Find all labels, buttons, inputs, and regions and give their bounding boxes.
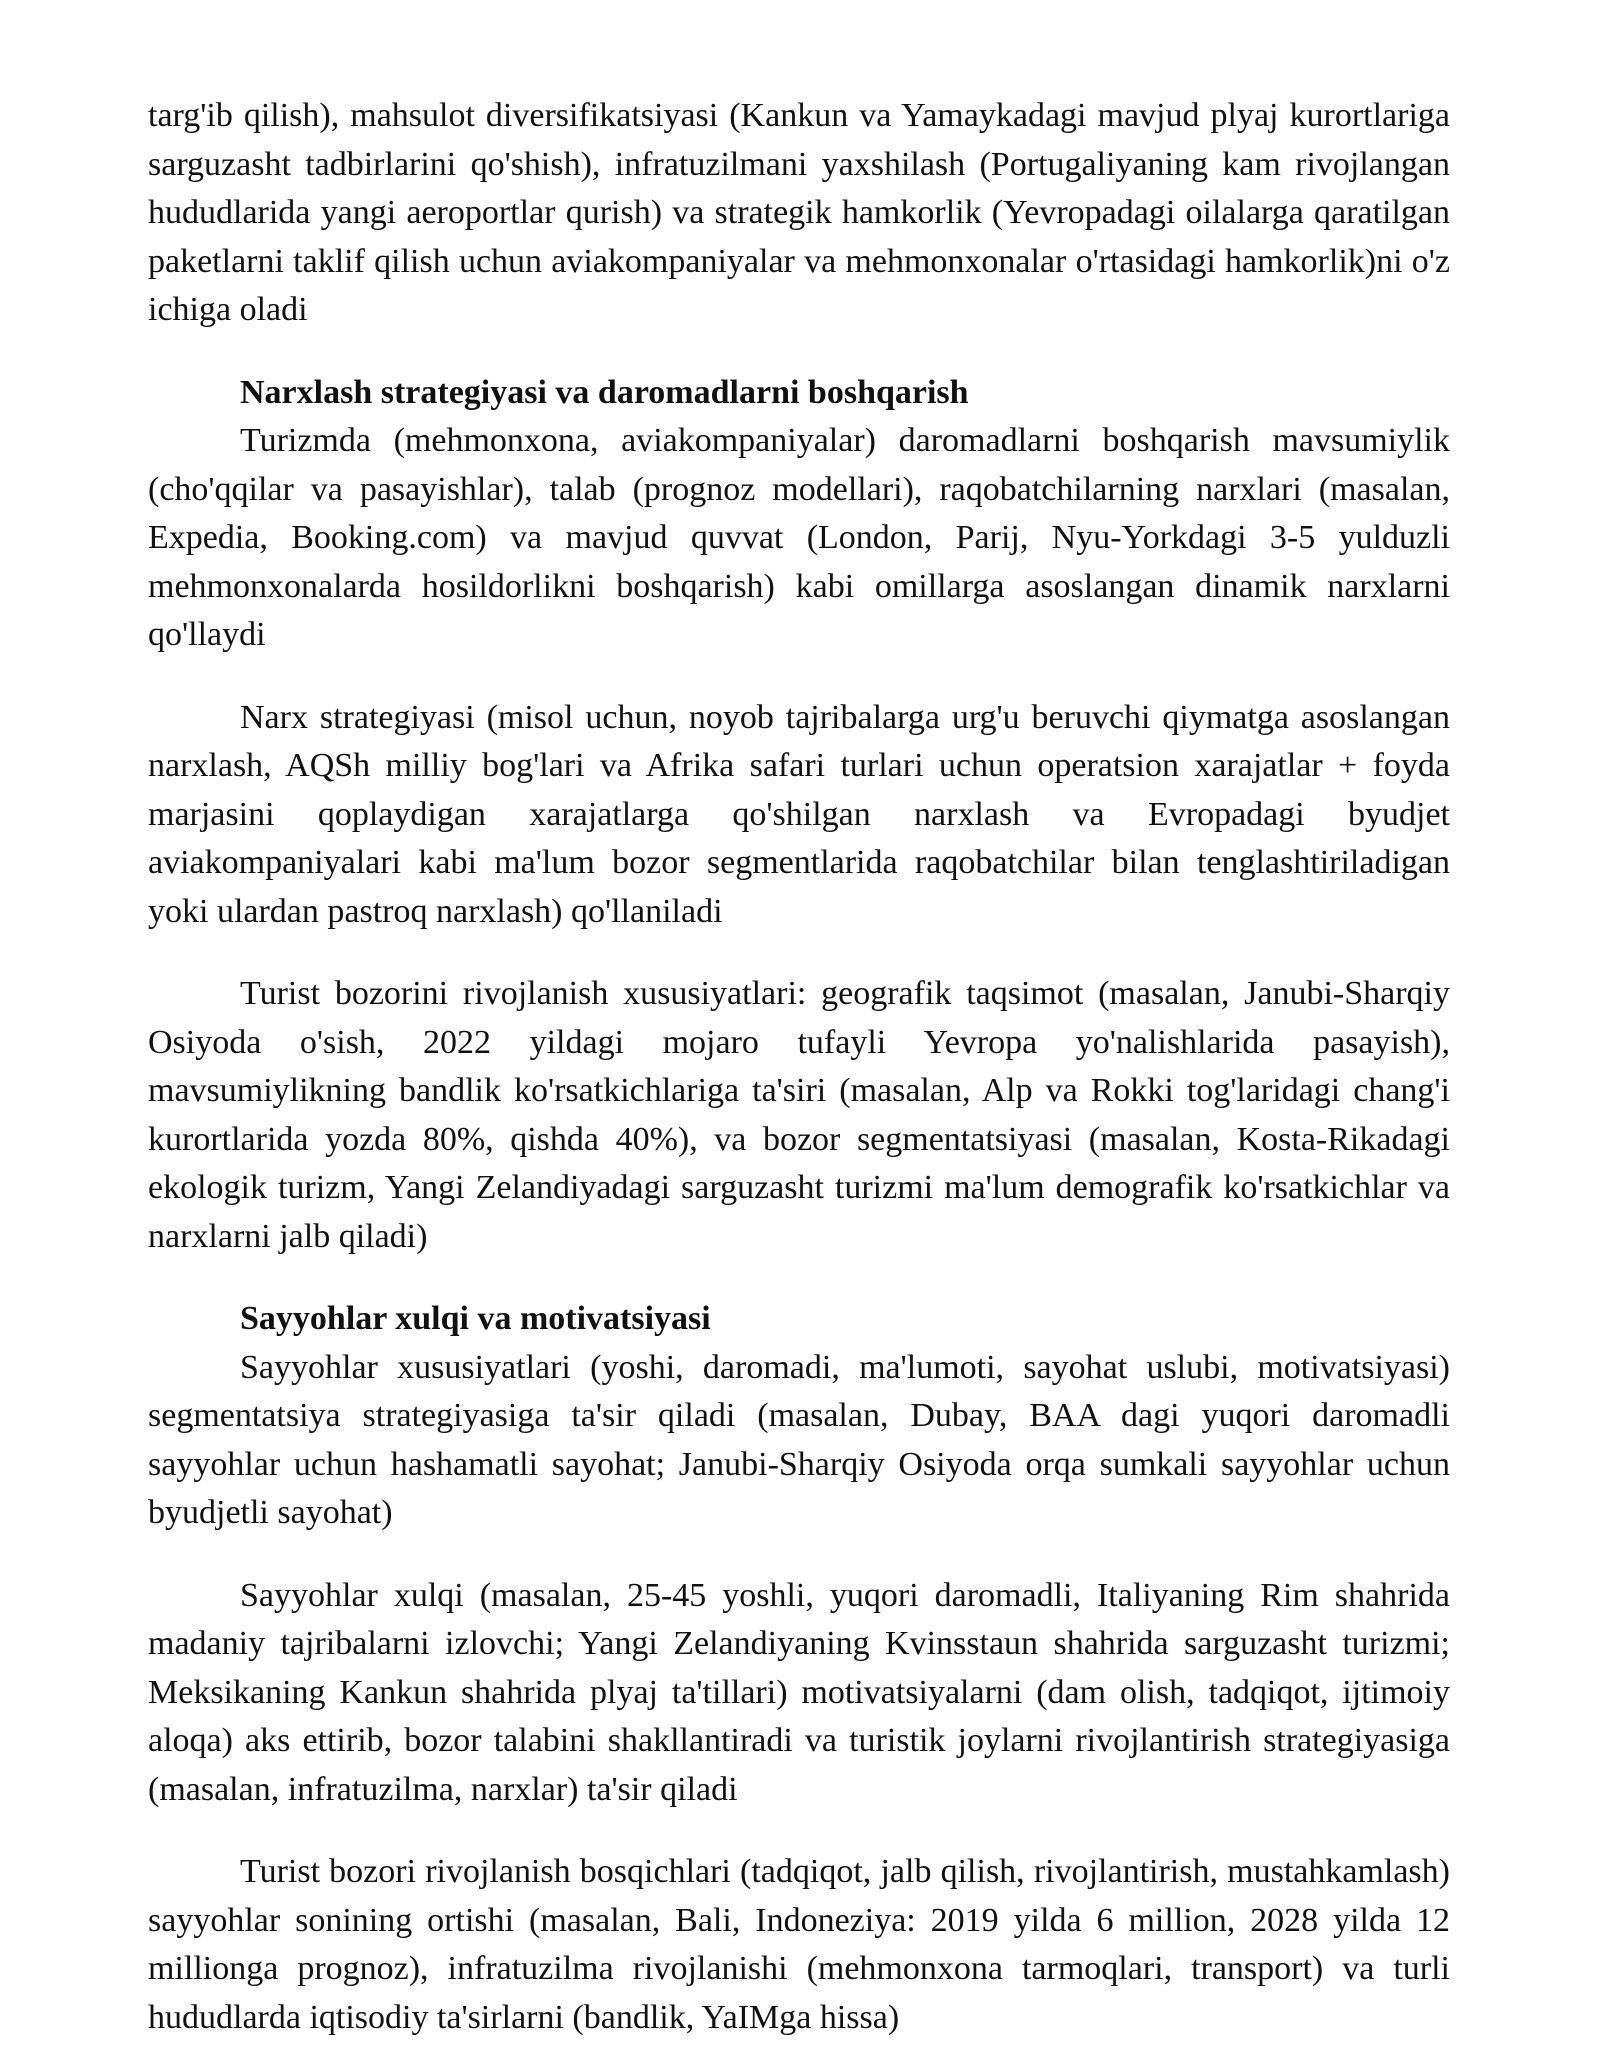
paragraph-tourist-behavior: Sayyohlar xulqi (masalan, 25-45 yoshli, yuqori daromadli, Italiyaning Rim shahrida madaniy tajribalarni izlovchi; Yangi Zelandiyaning Kvinsstaun shahrida sarguzasht turizmi; Meksikaning Kankun shahrida plyaj ta'tillari) motivatsiyalarni (dam olish, tadqiqot, ijtimoiy aloqa) aks ettirib, bozor talabini shakllantiradi va turistik joylarni rivojlantirish strategiyasiga (masalan, infratuzilma, narxlar) ta'sir qiladi bbox=[148, 1576, 1450, 1808]
paragraph-market-development: Turist bozorini rivojlanish xususiyatlari: geografik taqsimot (masalan, Janubi-Sharqiy Osiyoda o'sish, 2022 yildagi mojaro tufayli Yevropa yo'nalishlarida pasayish), mavsumiylikning bandlik ko'rsatkichlariga ta'siri (masalan, Alp va Rokki tog'laridagi chang'i kurortlarida yozda 80%, qishda 40%), va bozor segmentatsiyasi (masalan, Kosta-Rikadagi ekologik turizm, Yangi Zelandiyadagi sarguzasht turizmi ma'lum demografik ko'rsatkichlar va narxlarni jalb qiladi) bbox=[148, 975, 1450, 1255]
paragraph-pricing-strategy: Narx strategiyasi (misol uchun, noyob tajribalarga urg'u beruvchi qiymatga asoslangan narxlash, AQSh milliy bog'lari va Afrika safari turlari uchun operatsion xarajatlar + foyda marjasini qoplaydigan xarajatlarga qo'shilgan narxlash va Evropadagi byudjet aviakompaniyalari kabi ma'lum bozor segmentlarida raqobatchilar bilan tenglashtiriladigan yoki ulardan pastroq narxlash) qo'llaniladi bbox=[148, 698, 1450, 930]
section-heading-pricing: Narxlash strategiyasi va daromadlarni boshqarish bbox=[240, 373, 969, 411]
section-heading-tourist-behavior: Sayyohlar xulqi va motivatsiyasi bbox=[240, 1300, 711, 1337]
paragraph-continuation: targ'ib qilish), mahsulot diversifikatsiyasi (Kankun va Yamaykadagi mavjud plyaj kurortlariga sarguzasht tadbirlarini qo'shish), infratuzilmani yaxshilash (Portugaliyaning kam rivojlangan hududlarida yangi aeroportlar qurish) va strategik hamkorlik (Yevropadagi oilalarga qaratilgan paketlarni taklif qilish uchun aviakompaniyalar va mehmonxonalar o'rtasidagi hamkorlik)ni o'z ichiga oladi bbox=[148, 97, 1450, 328]
paragraph-tourist-characteristics: Sayyohlar xususiyatlari (yoshi, daromadi, ma'lumoti, sayohat uslubi, motivatsiyasi) segmentatsiya strategiyasiga ta'sir qiladi (masalan, Dubay, BAA dagi yuqori daromadli sayyohlar uchun hashamatli sayohat; Janubi-Sharqiy Osiyoda orqa sumkali sayyohlar uchun byudjetli sayohat) bbox=[148, 1348, 1450, 1531]
paragraph-revenue-management: Turizmda (mehmonxona, aviakompaniyalar) daromadlarni boshqarish mavsumiylik (cho'qqilar va pasayishlar), talab (prognoz modellari), raqobatchilarning narxlari (masalan, Expedia, Booking.com) va mavjud quvvat (London, Parij, Nyu-Yorkdagi 3-5 yulduzli mehmonxonalarda hosildorlikni boshqarish) kabi omillarga asoslangan dinamik narxlarni qo'llaydi bbox=[148, 422, 1450, 653]
paragraph-market-stages: Turist bozori rivojlanish bosqichlari (tadqiqot, jalb qilish, rivojlantirish, mustahkamlash) sayyohlar sonining ortishi (masalan, Bali, Indoneziya: 2019 yilda 6 million, 2028 yilda 12 millionga prognoz), infratuzilma rivojlanishi (mehmonxona tarmoqlari, transport) va turli hududlarda iqtisodiy ta'sirlarni (bandlik, YaIMga hissa) bbox=[148, 1853, 1450, 2036]
document-page bbox=[148, 92, 1450, 2042]
